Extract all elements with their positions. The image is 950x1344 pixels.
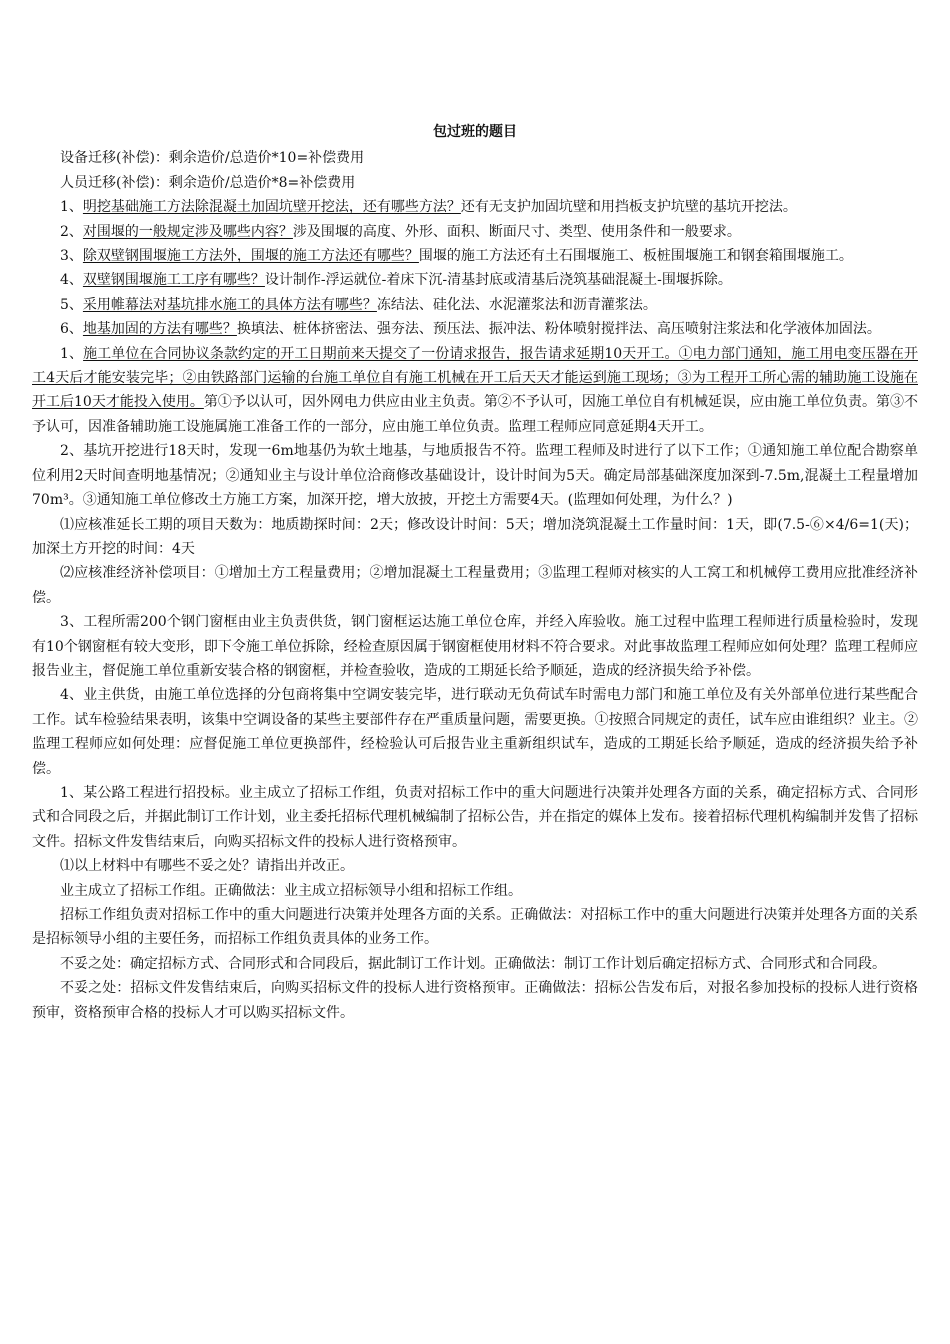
paragraph	[32, 561, 918, 610]
paragraph	[32, 268, 918, 292]
underlined-question: 明挖基础施工方法除混凝土加固坑壁开挖法，还有哪些方法？	[82, 199, 461, 216]
text-run: 不妥之处：招标文件发售结束后，向购买招标文件的投标人进行资格预审。正确做法：招标公告发布后，对报名参加投标的投标人进行资格预审，资格预审合格的投标人才可以购买招标文件。	[32, 980, 918, 1021]
text-run: 涉及围堰的高度、外形、面积、断面尺寸、类型、使用条件和一般要求。	[292, 223, 741, 240]
underlined-question: 双壁钢围堰施工工序有哪些？	[82, 272, 265, 289]
text-run: 设备迁移(补偿)：剩余造价/总造价*10=补偿费用	[60, 150, 365, 167]
text-run: 业主成立了招标工作组。正确做法：业主成立招标领导小组和招标工作组。	[60, 882, 522, 899]
text-run: 3、工程所需200个钢门窗框由业主负责供货，钢门窗框运达施工单位仓库，并经入库验收。施工过程中监理工程师进行质量检验时，发现有10个钢窗框有较大变形，即下令施工单位拆除，经检查原因属于钢窗框使用材料不符合要求。对此事故监理工程师应如何处理？监理工程师应报告业主，督促施工单位重新安装合格的钢窗框，并检查验收，造成的工期延长给予顺延，造成的经济损失给予补偿。	[32, 614, 918, 679]
text-run: 还有无支护加固坑壁和用挡板支护坑壁的基坑开挖法。	[460, 199, 797, 216]
paragraph	[32, 879, 918, 903]
paragraph	[32, 317, 918, 341]
underlined-question: 除双壁钢围堰施工方法外，围堰的施工方法还有哪些？	[82, 248, 419, 265]
text-run: 1、	[60, 199, 83, 216]
text-run: 1、	[60, 345, 84, 362]
text-run: 招标工作组负责对招标工作中的重大问题进行决策并处理各方面的关系。正确做法：对招标工作中的重大问题进行决策并处理各方面的关系是招标领导小组的主要任务，而招标工作组负责具体的业务工作。	[32, 907, 918, 948]
text-run: 冻结法、硅化法、水泥灌浆法和沥青灌浆法。	[376, 296, 657, 313]
paragraph	[32, 220, 918, 244]
underlined-question: 采用帷幕法对基坑排水施工的具体方法有哪些？	[82, 296, 377, 313]
paragraph	[32, 195, 918, 219]
text-run: 设计制作-浮运就位-着床下沉-清基封底或清基后浇筑基础混凝土-围堰拆除。	[264, 272, 732, 289]
paragraph	[32, 683, 918, 781]
paragraph	[32, 903, 918, 952]
text-run: ⑴应核准延长工期的项目天数为：地质勘探时间：2天；修改设计时间：5天；增加浇筑混凝土工作量时间：1天，即(7.5-⑥×4/6=1(天)；加深土方开挖的时间：4天	[32, 516, 918, 557]
paragraph	[32, 610, 918, 683]
text-run: 2、	[60, 223, 83, 240]
paragraph	[32, 952, 918, 976]
text-run: 1、某公路工程进行招投标。业主成立了招标工作组，负责对招标工作中的重大问题进行决策并处理各方面的关系，确定招标方式、合同形式和合同段之后，并据此制订工作计划，业主委托招标代理机械编制了招标公告，并在指定的媒体上发布。接着招标代理机构编制并发售了招标文件。招标文件发售结束后，向购买招标文件的投标人进行资格预审。	[32, 784, 918, 850]
document-title: 包过班的题目	[433, 124, 517, 140]
text-run: 3、	[60, 248, 83, 265]
paragraph	[32, 171, 918, 195]
text-run: 人员迁移(补偿)：剩余造价/总造价*8=补偿费用	[60, 174, 356, 191]
underlined-question: 施工单位在合同协议条款约定的开工日期前来天提交了一份请求报告，报告请求延期10天开工。①电力部门通知，施工用电变压器在开工4天后才能安装完毕；②由铁路部门运输的台施工单位自有施工机械在开工后天天才能运到施工现场；③为工程开工所心需的辅助施工设施在开工后10天才能投入使用。	[32, 345, 918, 411]
paragraph	[32, 439, 918, 512]
paragraph	[32, 244, 918, 268]
text-run: 2、基坑开挖进行18天时，发现一6m地基仍为软土地基，与地质报告不符。监理工程师及时进行了以下工作；①通知施工单位配合勘察单位利用2天时间查明地基情况；②通知业主与设计单位洽商修改基础设计，设计时间为5天。确定局部基础深度加深到-7.5m,混凝土工程量增加70m³。③通知施工单位修改土方施工方案，加深开挖，增大放披，开挖土方需要4天。(监理如何处理，为什么？)	[32, 443, 918, 509]
underlined-question: 对围堰的一般规定涉及哪些内容？	[82, 223, 293, 240]
text-run: 6、	[60, 321, 83, 338]
paragraph	[32, 342, 918, 440]
paragraph	[32, 781, 918, 854]
text-run: 5、	[60, 296, 83, 313]
paragraph	[32, 854, 918, 878]
text-run: 4、	[60, 272, 83, 289]
document-body	[32, 146, 918, 1025]
paragraph	[32, 513, 918, 562]
paragraph	[32, 293, 918, 317]
text-run: ⑵应核准经济补偿项目：①增加土方工程量费用；②增加混凝土工程量费用；③监理工程师对核实的人工窝工和机械停工费用应批准经济补偿。	[32, 565, 918, 606]
text-run: 换填法、桩体挤密法、强夯法、预压法、振冲法、粉体喷射搅拌法、高压喷射注浆法和化学液体加固法。	[236, 321, 881, 338]
text-run: 围堰的施工方法还有土石围堰施工、板桩围堰施工和钢套箱围堰施工。	[418, 248, 853, 265]
text-run: 第①予以认可，因外网电力供应由业主负责。第②不予认可，因施工单位自有机械延误，应由施工单位负责。第③不予认可，因准备辅助施工设施属施工准备工作的一部分，应由施工单位负责。监理工程师应同意延期4天开工。	[32, 394, 918, 435]
paragraph	[32, 146, 918, 170]
text-run: ⑴以上材料中有哪些不妥之处？请指出并改正。	[60, 858, 354, 875]
text-run: 不妥之处：确定招标方式、合同形式和合同段后，据此制订工作计划。正确做法：制订工作计划后确定招标方式、合同形式和合同段。	[60, 955, 886, 972]
underlined-question: 地基加固的方法有哪些？	[82, 321, 237, 338]
text-run: 4、业主供货，由施工单位选择的分包商将集中空调安装完毕，进行联动无负荷试车时需电力部门和施工单位及有关外部单位进行某些配合工作。试车检验结果表明，该集中空调设备的某些主要部件存在严重质量问题，需要更换。①按照合同规定的责任，试车应由谁组织？业主。②监理工程师应如何处理：应督促施工单位更换部件，经检验认可后报告业主重新组织试车，造成的工期延长给予顺延，造成的经济损失给予补偿。	[32, 687, 918, 777]
paragraph	[32, 976, 918, 1025]
